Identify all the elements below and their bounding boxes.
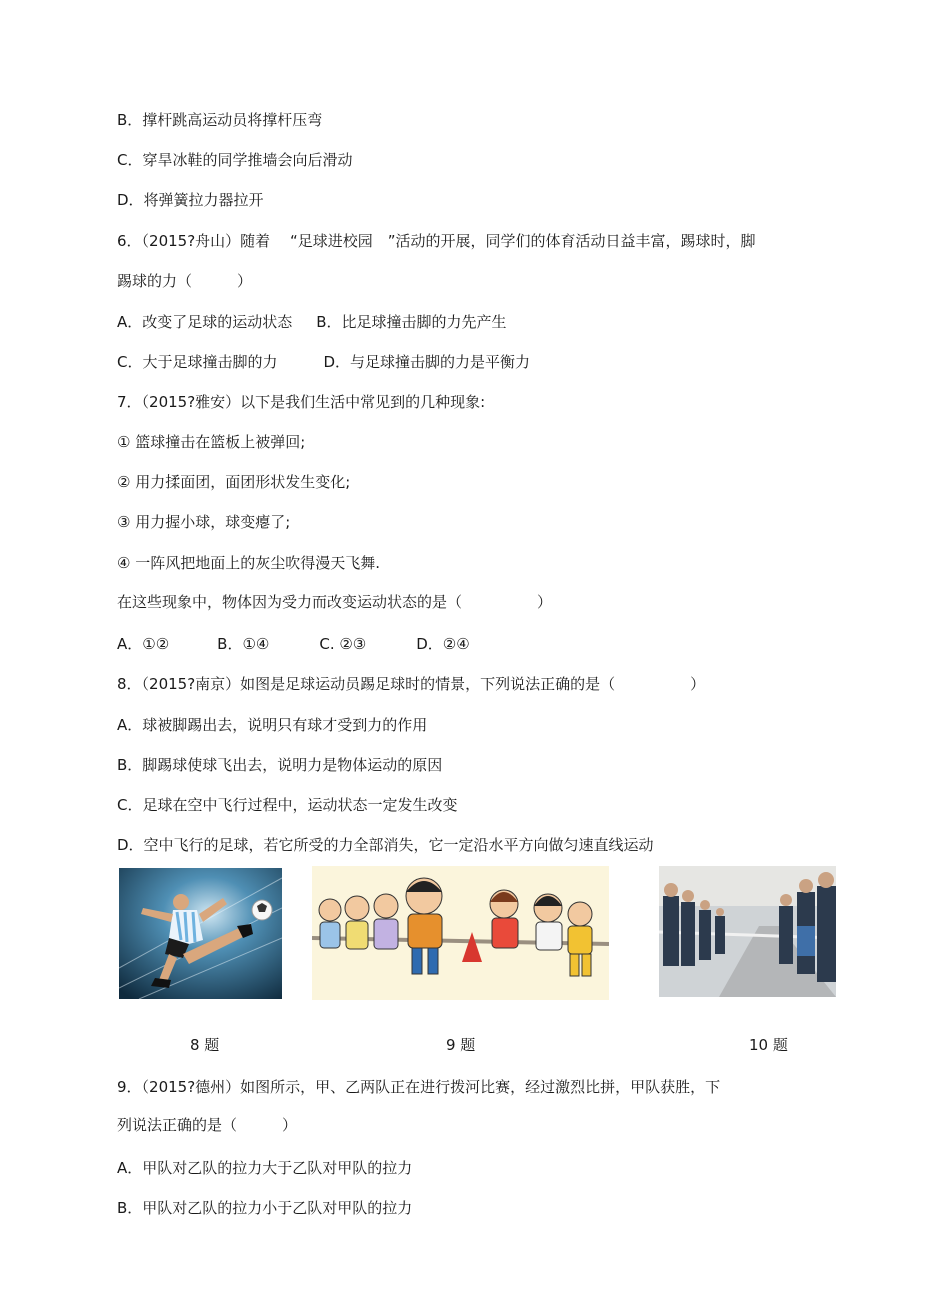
q7-item-4: ④ 一阵风把地面上的灰尘吹得漫天飞舞. xyxy=(117,554,380,572)
q8-option-d: D．空中飞行的足球，若它所受的力全部消失，它一定沿水平方向做匀速直线运动 xyxy=(117,836,654,854)
q6-options-row1 xyxy=(117,312,507,332)
q7-stem: 7．（2015?雅安）以下是我们生活中常见到的几种现象: xyxy=(117,393,486,411)
figure-9-tug-of-war-cartoon xyxy=(312,866,609,1000)
q5-option-b: B．撑杆跳高运动员将撑杆压弯 xyxy=(117,111,323,129)
q8-option-a: A．球被脚踢出去，说明只有球才受到力的作用 xyxy=(117,716,428,734)
caption-figure-10: 10 题 xyxy=(749,1036,788,1054)
q6-stem-line2: 踢球的力（ ） xyxy=(117,272,253,290)
soccer-player-illustration xyxy=(119,868,282,999)
q7-option-d: D．②④ xyxy=(416,635,470,653)
q9-stem-line1: 9．（2015?德州）如图所示，甲、乙两队正在进行拨河比赛，经过激烈比拼，甲队获胜，下 xyxy=(117,1078,721,1096)
q6-option-b: B．比足球撞击脚的力先产生 xyxy=(316,313,507,331)
q6-option-a: A．改变了足球的运动状态 xyxy=(117,313,293,331)
caption-figure-8: 8 题 xyxy=(190,1036,220,1054)
q6-stem-line1: 6．（2015?舟山）随着 “足球进校园 ”活动的开展，同学们的体育活动日益丰富，踢球时，脚 xyxy=(117,232,756,250)
q7-option-c: C. ②③ xyxy=(319,635,367,653)
q7-options-row xyxy=(117,634,470,654)
q6-option-d: D．与足球撞击脚的力是平衡力 xyxy=(323,353,531,371)
q8-stem: 8．（2015?南京）如图是足球运动员踢足球时的情景，下列说法正确的是（ ） xyxy=(117,675,706,693)
q6-option-c: C．大于足球撞击脚的力 xyxy=(117,353,278,371)
q7-question: 在这些现象中，物体因为受力而改变运动状态的是（ ） xyxy=(117,593,553,611)
q9-stem-line2: 列说法正确的是（ ） xyxy=(117,1116,298,1134)
q8-option-b: B．脚踢球使球飞出去，说明力是物体运动的原因 xyxy=(117,756,443,774)
figure-8-soccer-player xyxy=(119,868,282,999)
tug-of-war-illustration xyxy=(312,866,609,1000)
q7-item-3: ③ 用力握小球，球变瘪了; xyxy=(117,513,291,531)
q6-options-row2 xyxy=(117,352,530,372)
q9-option-a: A．甲队对乙队的拉力大于乙队对甲队的拉力 xyxy=(117,1159,413,1177)
q9-option-b: B．甲队对乙队的拉力小于乙队对甲队的拉力 xyxy=(117,1199,413,1217)
caption-figure-9: 9 题 xyxy=(446,1036,476,1054)
q5-option-d: D．将弹簧拉力器拉开 xyxy=(117,191,264,209)
q7-item-1: ① 篮球撞击在篮板上被弹回; xyxy=(117,433,306,451)
crowd-rope-photo xyxy=(659,866,836,997)
q5-option-c: C．穿旱冰鞋的同学推墙会向后滑动 xyxy=(117,151,353,169)
figure-10-rope-photo xyxy=(659,866,836,997)
q7-option-a: A．①② xyxy=(117,635,170,653)
q8-option-c: C．足球在空中飞行过程中，运动状态一定发生改变 xyxy=(117,796,458,814)
q7-option-b: B．①④ xyxy=(217,635,270,653)
q7-item-2: ② 用力揉面团，面团形状发生变化; xyxy=(117,473,351,491)
